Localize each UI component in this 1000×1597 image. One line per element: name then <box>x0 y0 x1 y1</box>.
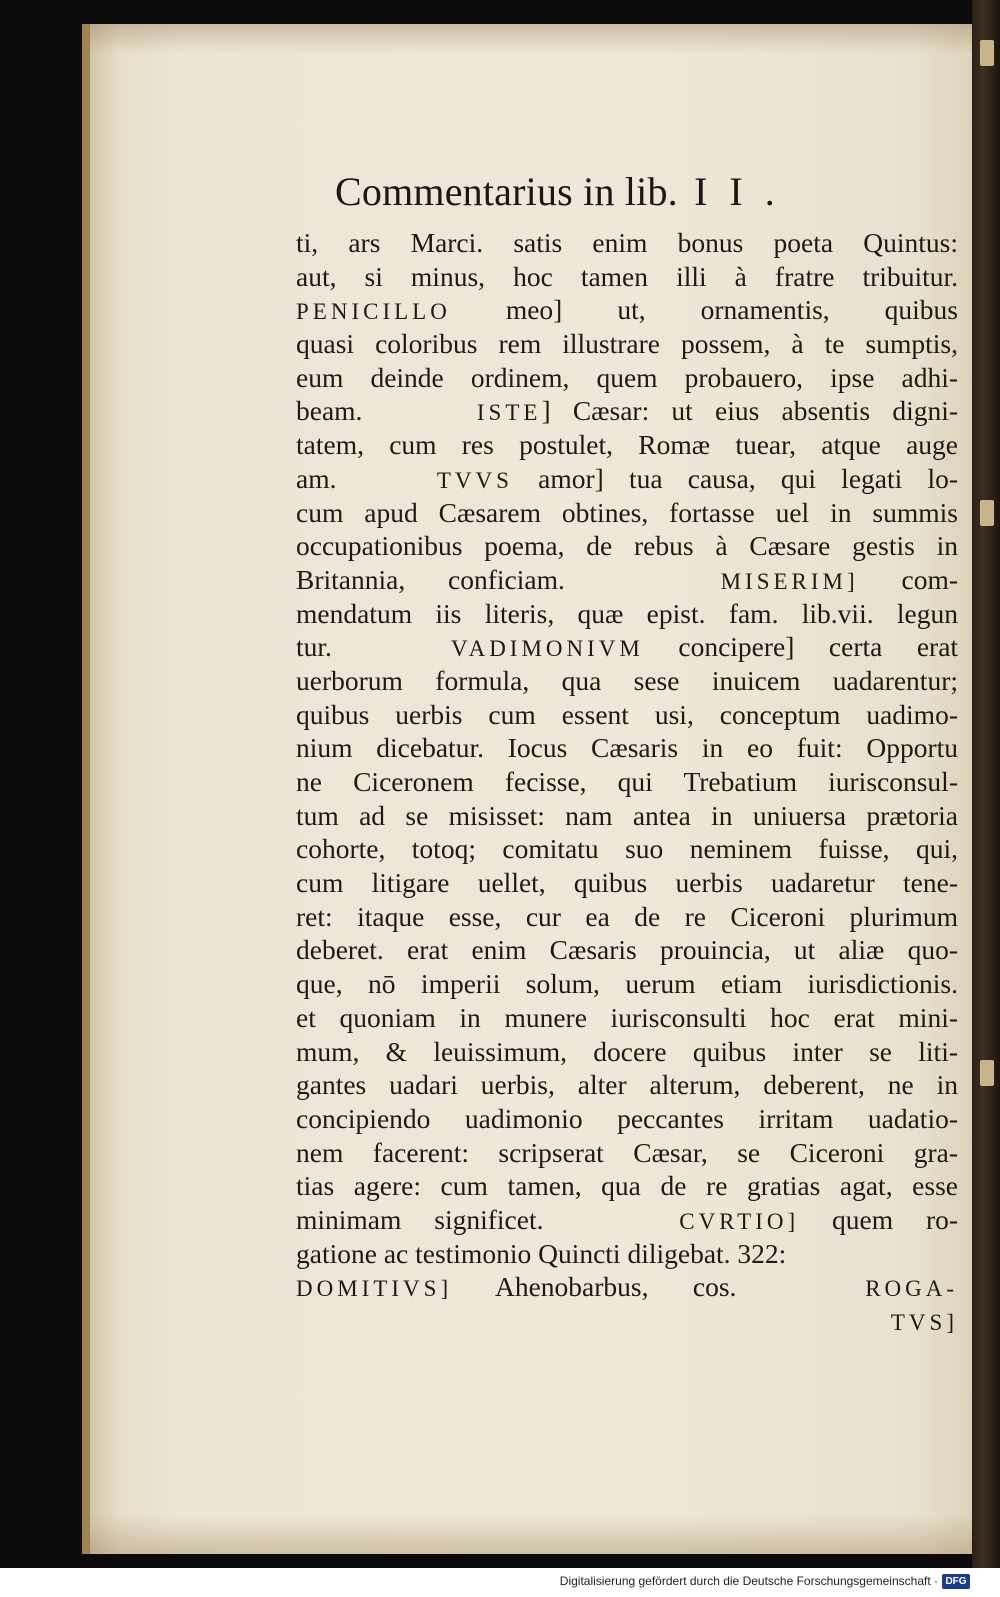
running-head-book-number: I I . <box>694 169 781 214</box>
lemma-miserim: MISERIM] <box>720 568 859 594</box>
lemma-iste: ISTE <box>476 400 542 426</box>
text-line: ret: itaque esse, cur ea de re Ciceroni plurimum <box>296 900 958 932</box>
text-line: minimam significet. CVRTIO] quem ro- <box>296 1203 959 1235</box>
text-line: et quoniam in munere iurisconsulti hoc erat mini- <box>296 1001 958 1033</box>
text-line: que, nō imperii solum, uerum etiam iurisdictionis. <box>296 968 958 1000</box>
text-line: tatem, cum res postulet, Romæ tuear, atque auge <box>296 429 958 461</box>
text-line: cohorte, totoq; comitatu suo neminem fuisse, qui, <box>296 833 958 865</box>
text-line: tum ad se misisset: nam antea in uniuersa prætoria <box>296 799 958 831</box>
text-line: ti, ars Marci. satis enim bonus poeta Quintus: <box>296 227 958 258</box>
digitization-footer <box>0 1568 1000 1597</box>
text-line: nem facerent: scripserat Cæsar, se Ciceroni gra- <box>296 1136 958 1168</box>
text-line: beam. ISTE] Cæsar: ut eius absentis digni- <box>296 395 959 427</box>
text-line: occupationibus poema, de rebus à Cæsare gestis in <box>296 530 958 562</box>
catchword-rogatus: TVS] <box>890 1310 958 1335</box>
text-line: am. TVVS amor] tua causa, qui legati lo- <box>296 462 959 494</box>
text-line: deberet. erat enim Cæsaris prouincia, ut aliæ quo- <box>296 934 958 966</box>
lemma-vadimonium: VADIMONIVM <box>450 636 644 662</box>
running-head-title: Commentarius in lib. <box>335 169 678 214</box>
running-head <box>335 168 955 215</box>
dfg-logo: DFG <box>942 1574 970 1589</box>
text-line: quasi coloribus rem illustrare possem, à te sumptis, <box>296 328 958 360</box>
text-line: concipiendo uadimonio peccantes irritam uadatio- <box>296 1102 958 1134</box>
catchword <box>296 1304 958 1338</box>
text-line: PENICILLO meo] ut, ornamentis, quibus <box>296 294 958 326</box>
text-line: mendatum iis literis, quæ epist. fam. lib.vii. legun <box>296 597 958 629</box>
text-line: quibus uerbis cum essent usi, conceptum uadimo- <box>296 698 958 730</box>
text-line: aut, si minus, hoc tamen illi à fratre tribuitur. <box>296 260 958 292</box>
text-line: eum deinde ordinem, quem probauero, ipse adhi- <box>296 361 958 393</box>
text-line: ne Ciceronem fecisse, qui Trebatium iurisconsul- <box>296 766 958 797</box>
text-line: gatione ac testimonio Quincti diligebat. 322: <box>296 1237 787 1269</box>
lemma-rogatus: ROGA- <box>865 1276 959 1302</box>
text-line: uerborum formula, qua sese inuicem uadarentur; <box>296 664 958 696</box>
lemma-domitius: DOMITIVS] <box>296 1276 453 1302</box>
text-line: nium dicebatur. Iocus Cæsaris in eo fuit: Opportu <box>296 732 958 764</box>
book-fore-edge <box>972 0 1000 1568</box>
funding-credit: Digitalisierung gefördert durch die Deutsche Forschungsgemeinschaft · <box>559 1574 938 1588</box>
text-line: mum, & leuissimum, docere quibus inter se liti- <box>296 1035 958 1067</box>
lemma-curtio: CVRTIO] <box>679 1208 800 1234</box>
commentary-text <box>296 226 958 1338</box>
text-line: cum apud Cæsarem obtines, fortasse uel in summis <box>296 496 958 528</box>
text-line: tur. VADIMONIVM concipere] certa erat <box>296 631 959 663</box>
text-line: Britannia, conficiam. MISERIM] com- <box>296 563 959 595</box>
text-line: gantes uadari uerbis, alter alterum, deberent, ne in <box>296 1069 958 1101</box>
text-line: cum litigare uellet, quibus uerbis uadaretur tene- <box>296 867 958 899</box>
lemma-penicillo: PENICILLO <box>296 299 451 325</box>
text-line: DOMITIVS] Ahenobarbus, cos. ROGA- <box>296 1271 959 1303</box>
text-line: tias agere: cum tamen, qua de re gratias agat, esse <box>296 1170 958 1202</box>
lemma-tuus: TVVS <box>436 467 513 493</box>
